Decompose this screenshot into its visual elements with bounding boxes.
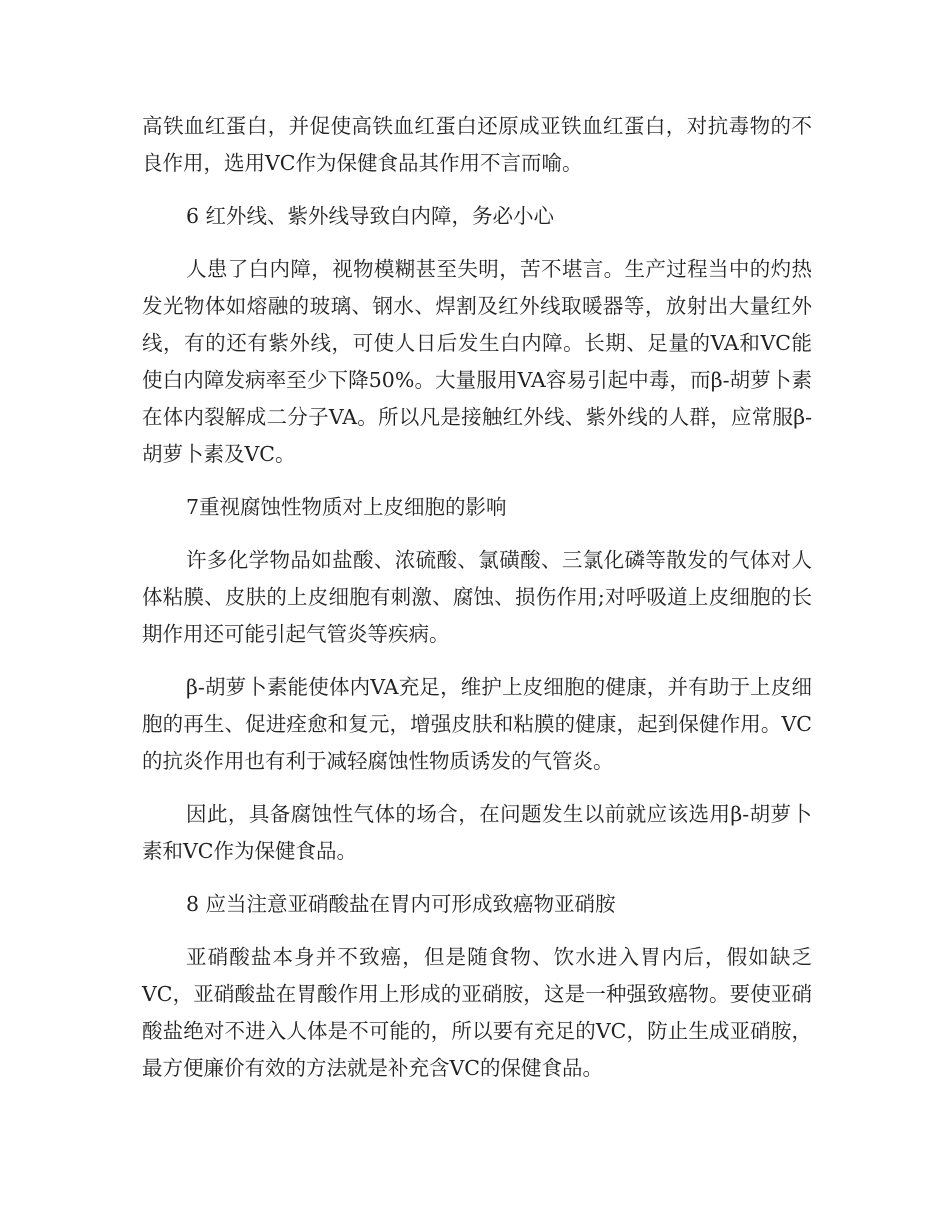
document-body bbox=[142, 108, 812, 1103]
section-heading-7: 7重视腐蚀性物质对上皮细胞的影响 bbox=[186, 495, 507, 519]
section-heading-6: 6 红外线、紫外线导致白内障，务必小心 bbox=[186, 204, 555, 228]
paragraph-continuation: 高铁血红蛋白，并促使高铁血红蛋白还原成亚铁血红蛋白，对抗毒物的不良作用，选用VC作为保健食品其作用不言而喻。 bbox=[142, 114, 812, 175]
paragraph-cataract: 人患了白内障，视物模糊甚至失明，苦不堪言。生产过程当中的灼热发光物体如熔融的玻璃、钢水、焊割及红外线取暖器等，放射出大量红外线，有的还有紫外线，可使人日后发生白内障。长期、足量的VA和VC能使白内障发病率至少下降50%。大量服用VA容易引起中毒，而β-胡萝卜素在体内裂解成二分子VA。所以凡是接触红外线、紫外线的人群，应常服β-胡萝卜素及VC。 bbox=[142, 257, 812, 466]
paragraph-beta-carotene: β-胡萝卜素能使体内VA充足，维护上皮细胞的健康，并有助于上皮细胞的再生、促进痊愈和复元，增强皮肤和粘膜的健康，起到保健作用。VC的抗炎作用也有利于减轻腐蚀性物质诱发的气管炎。 bbox=[142, 675, 812, 773]
paragraph-therefore: 因此，具备腐蚀性气体的场合，在问题发生以前就应该选用β-胡萝卜素和VC作为保健食品。 bbox=[142, 802, 812, 863]
paragraph-nitrite: 亚硝酸盐本身并不致癌，但是随食物、饮水进入胃内后，假如缺乏VC，亚硝酸盐在胃酸作用上形成的亚硝胺，这是一种强致癌物。要使亚硝酸盐绝对不进入人体是不可能的，所以要有充足的VC，防止生成亚硝胺，最方便廉价有效的方法就是补充含VC的保健食品。 bbox=[142, 945, 812, 1080]
section-heading-8: 8 应当注意亚硝酸盐在胃内可形成致癌物亚硝胺 bbox=[186, 892, 616, 916]
paragraph-corrosive-chemicals: 许多化学物品如盐酸、浓硫酸、氯磺酸、三氯化磷等散发的气体对人体粘膜、皮肤的上皮细胞有刺激、腐蚀、损伤作用;对呼吸道上皮细胞的长期作用还可能引起气管炎等疾病。 bbox=[142, 548, 812, 646]
